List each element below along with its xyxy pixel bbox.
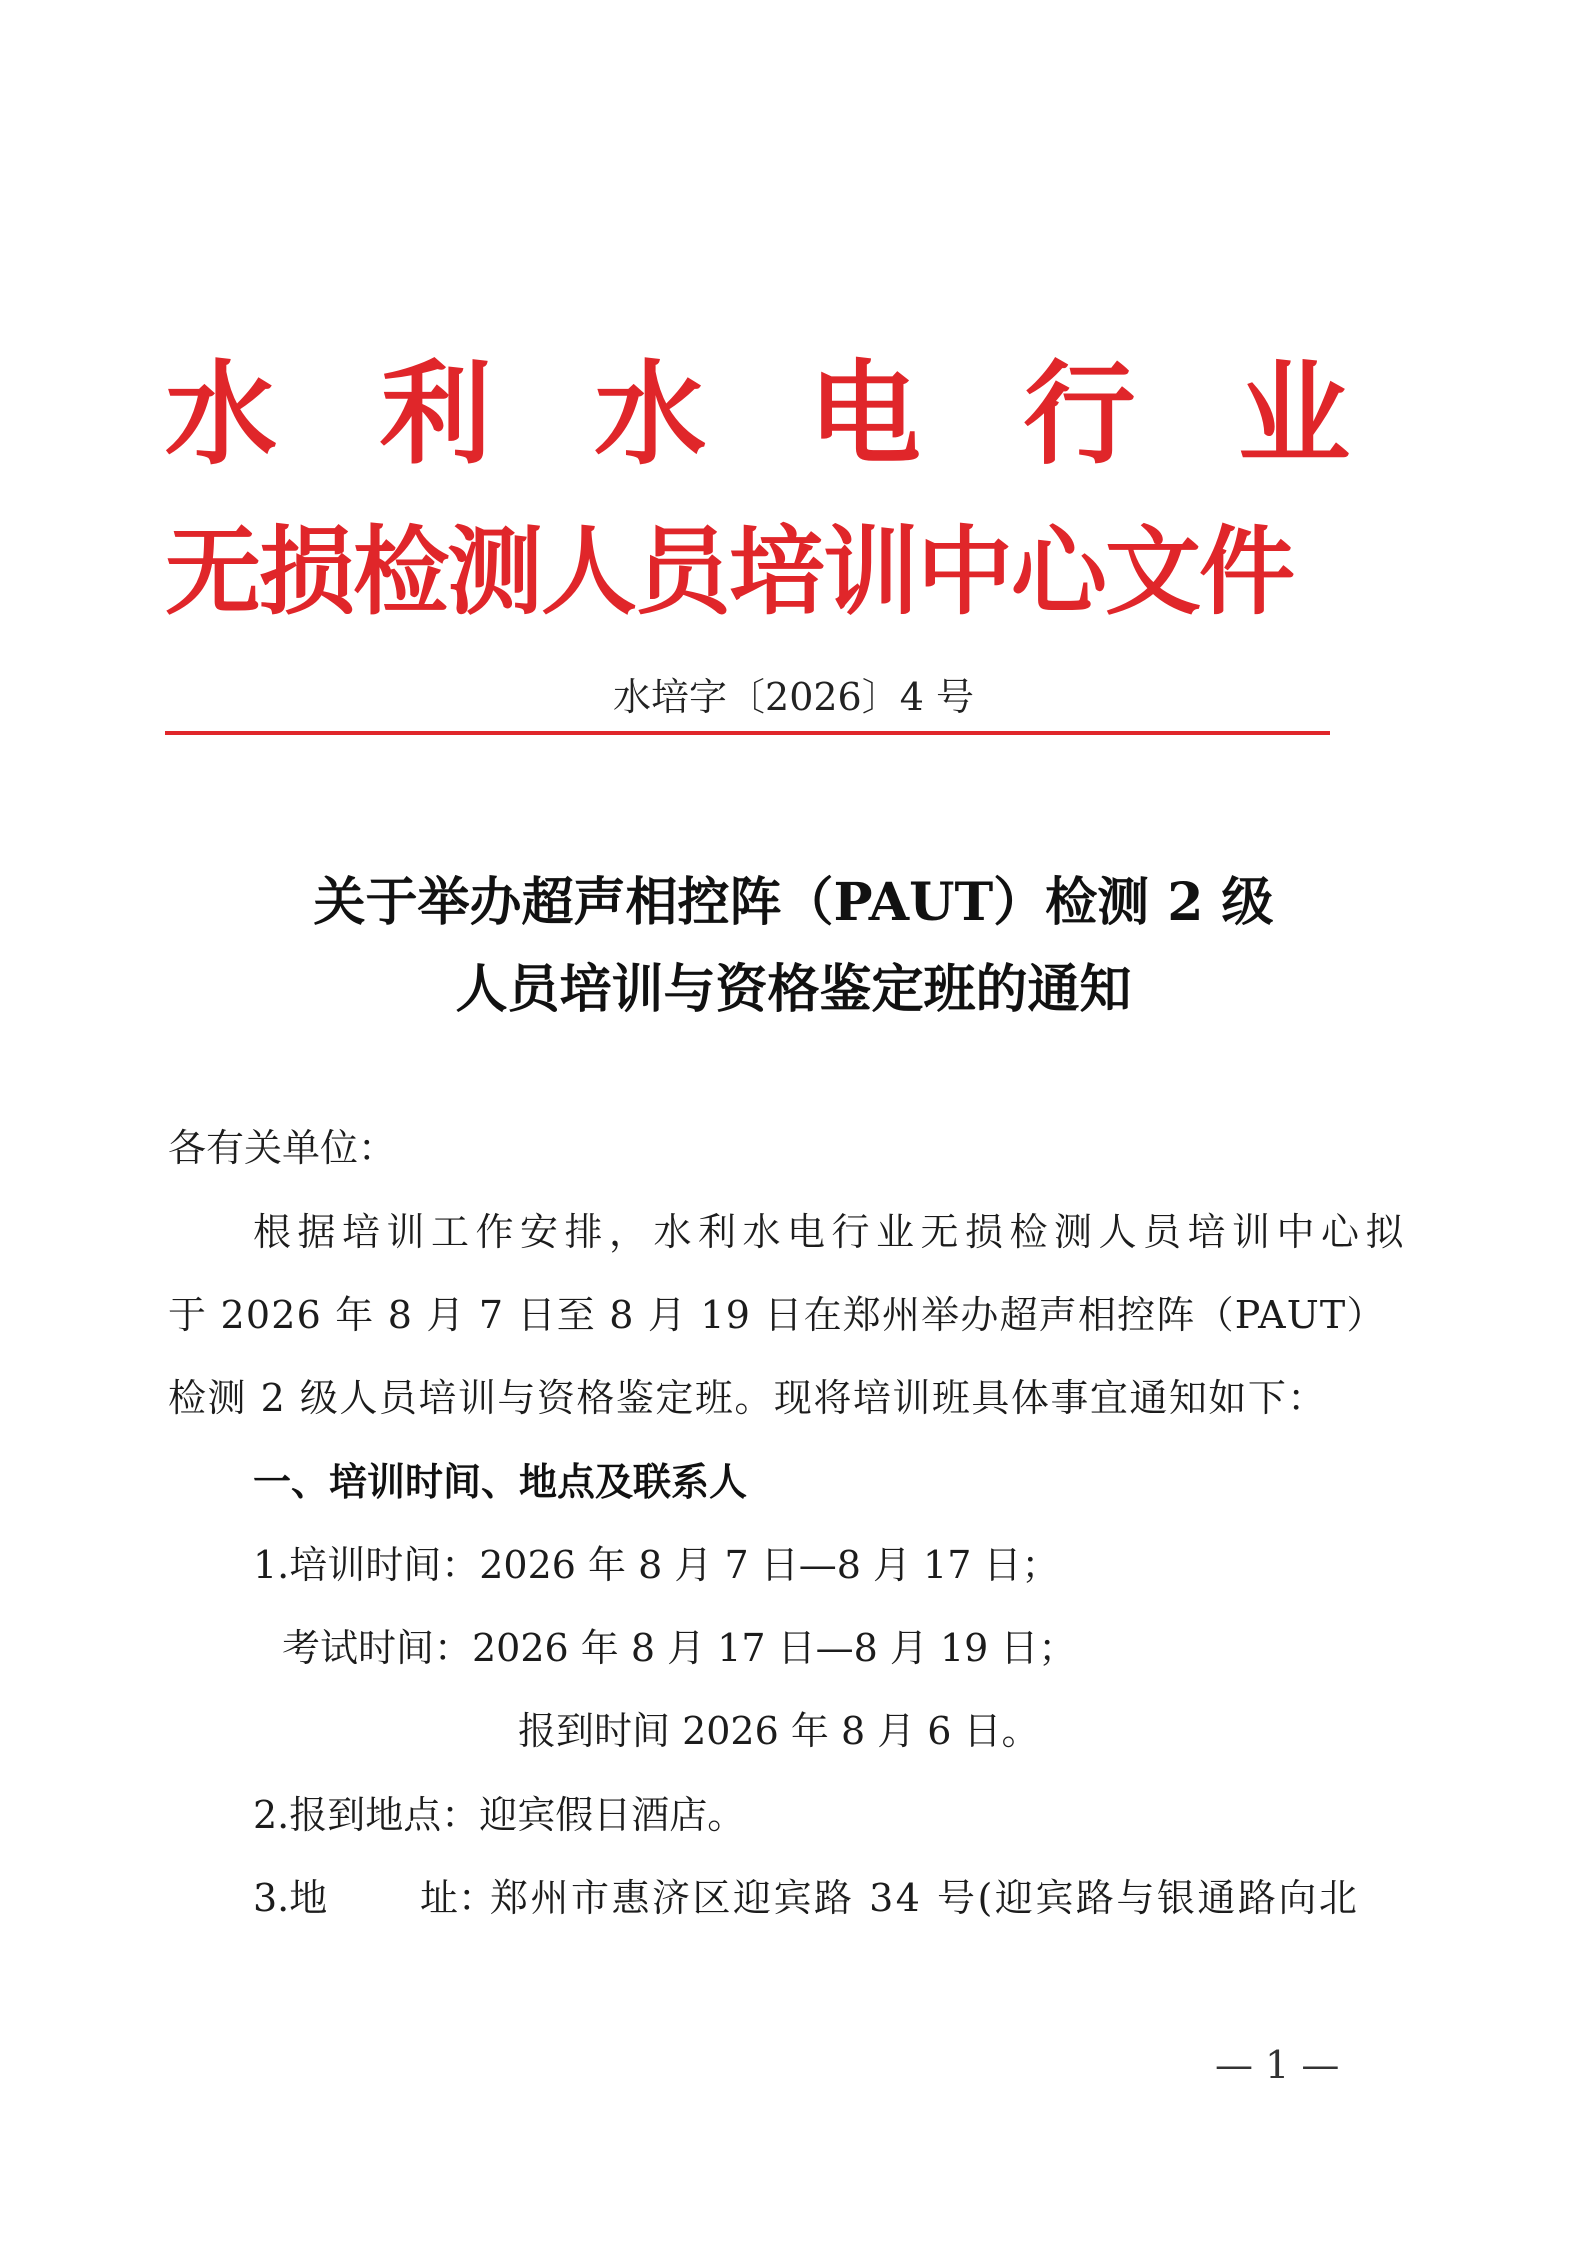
address-label-part1: 3.地 [253,1876,328,1920]
letterhead-char: 业 [1237,350,1350,480]
intro-line-2: 于 2026 年 8 月 7 日至 8 月 19 日在郑州举办超声相控阵（PAUT） [168,1293,1386,1337]
notice-title-line1: 关于举办超声相控阵（PAUT）检测 2 级 [313,872,1274,933]
page-number: — 1 — [1215,2043,1340,2087]
notice-title-line2: 人员培训与资格鉴定班的通知 [455,959,1132,1020]
intro-line-3: 检测 2 级人员培训与资格鉴定班。现将培训班具体事宜通知如下： [168,1376,1327,1420]
letterhead-char: 利 [379,350,492,480]
report-time: 报到时间 2026 年 8 月 6 日。 [518,1709,1040,1753]
address-text: 郑州市惠济区迎宾路 34 号(迎宾路与银通路向北 [490,1876,1360,1920]
report-location: 2.报到地点：迎宾假日酒店。 [253,1793,746,1837]
letterhead-char: 水 [594,350,707,480]
letterhead-char: 行 [1023,350,1136,480]
letterhead-line1 [165,350,1350,480]
document-number: 水培字〔2026〕4 号 [613,675,974,719]
intro-line-1 [253,1207,1411,1257]
letterhead-line2: 无损检测人员培训中心文件 [165,516,1293,628]
section-1-heading: 一、培训时间、地点及联系人 [253,1460,748,1504]
salutation: 各有关单位： [168,1126,397,1170]
address-label-part2: 址： [420,1876,497,1920]
letterhead-char: 电 [808,350,921,480]
training-time: 1.培训时间：2026 年 8 月 7 日—8 月 17 日； [253,1543,1060,1587]
exam-time: 考试时间：2026 年 8 月 17 日—8 月 19 日； [282,1626,1077,1670]
letterhead-char: 水 [165,350,277,480]
intro-line-1-text: 根据培训工作安排，水利水电行业无损检测人员培训中心拟 [253,1210,1411,1254]
letterhead-divider [165,731,1330,735]
